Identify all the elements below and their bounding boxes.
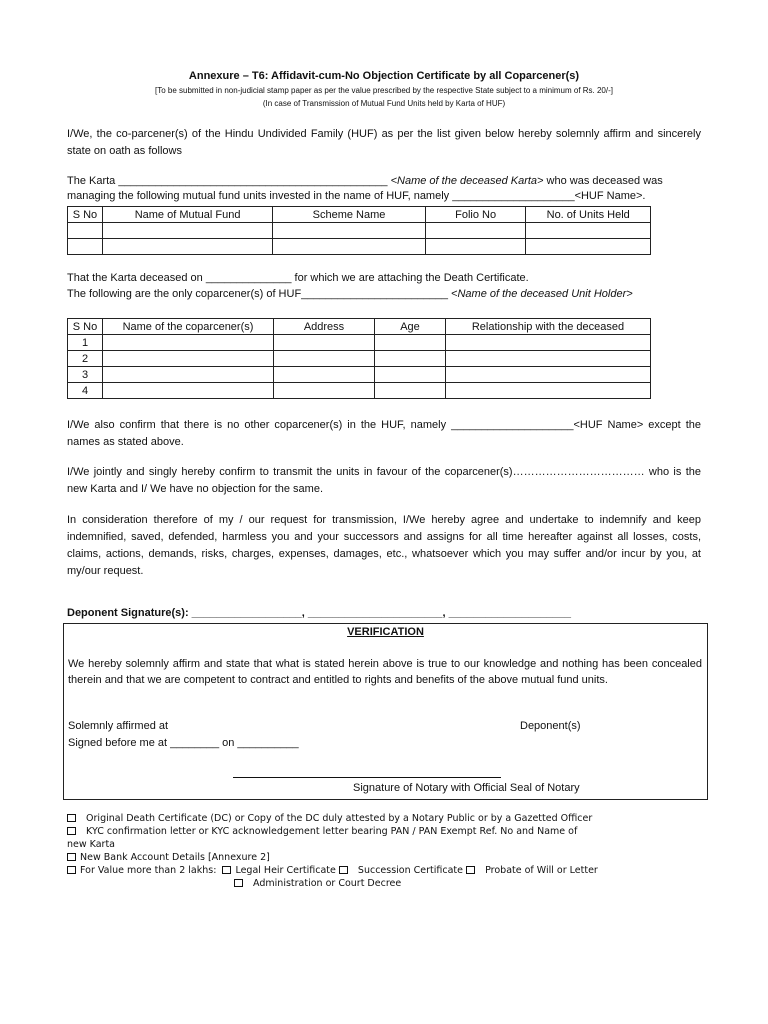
column-header: No. of Units Held bbox=[526, 207, 651, 223]
checkbox-icon[interactable] bbox=[466, 866, 475, 874]
column-header: S No bbox=[68, 319, 103, 335]
verification-title: VERIFICATION bbox=[347, 626, 424, 638]
solemnly-affirmed-label: Solemnly affirmed at bbox=[68, 720, 169, 732]
checkbox-icon[interactable] bbox=[339, 866, 348, 874]
table-cell[interactable] bbox=[273, 239, 425, 255]
table-cell[interactable] bbox=[425, 239, 526, 255]
checkbox-icon[interactable] bbox=[67, 853, 76, 861]
column-header: Address bbox=[274, 319, 375, 335]
checklist-item-value-over-2-lakhs bbox=[67, 865, 598, 876]
table-cell[interactable] bbox=[102, 239, 272, 255]
table-cell[interactable] bbox=[446, 351, 651, 367]
row-number: 2 bbox=[68, 351, 103, 367]
checklist-label: For Value more than 2 lakhs: bbox=[80, 865, 217, 876]
table-cell[interactable] bbox=[526, 223, 651, 239]
unit-holder-placeholder: <Name of the deceased Unit Holder> bbox=[451, 288, 633, 300]
coparcener-table bbox=[67, 318, 651, 399]
table-cell[interactable] bbox=[103, 335, 274, 351]
karta-line-2: managing the following mutual fund units invested in the name of HUF, namely ____________________<HUF Name>. bbox=[67, 190, 646, 202]
table-header-row bbox=[68, 207, 651, 223]
table-cell[interactable] bbox=[274, 383, 375, 399]
table-cell[interactable] bbox=[103, 367, 274, 383]
death-date-line: That the Karta deceased on ______________ for which we are attaching the Death Certificate. bbox=[67, 272, 529, 284]
column-header: S No bbox=[68, 207, 103, 223]
column-header: Name of Mutual Fund bbox=[102, 207, 272, 223]
karta-text: The Karta ____________________________________________ bbox=[67, 175, 391, 187]
table-row bbox=[68, 335, 651, 351]
stamp-paper-note: [To be submitted in non-judicial stamp paper as per the value prescribed by the respective State subject to a minimum of Rs. 20/-] bbox=[154, 86, 613, 95]
table-cell[interactable] bbox=[375, 367, 446, 383]
table-cell[interactable] bbox=[103, 383, 274, 399]
table-cell[interactable] bbox=[274, 367, 375, 383]
checklist-item-administration bbox=[234, 878, 401, 889]
karta-line-1 bbox=[67, 175, 701, 187]
table-row bbox=[68, 367, 651, 383]
column-header: Scheme Name bbox=[273, 207, 425, 223]
verification-text: We hereby solemnly affirm and state that what is stated herein above is true to our knowledge and nothing has been concealed therein and that we are competent to contract and entitled to rights and benefits of the above mutual fund units. bbox=[68, 658, 702, 686]
table-cell[interactable] bbox=[274, 351, 375, 367]
checkbox-icon[interactable] bbox=[67, 866, 76, 874]
notary-signature-rule bbox=[233, 777, 501, 778]
column-header: Name of the coparcener(s) bbox=[103, 319, 274, 335]
checkbox-icon[interactable] bbox=[67, 827, 76, 835]
administration-option: Administration or Court Decree bbox=[253, 878, 402, 889]
table-cell[interactable] bbox=[375, 351, 446, 367]
no-other-coparcener-paragraph: I/We also confirm that there is no other coparcener(s) in the HUF, namely ____________________<HUF Name> except the names as stated above. bbox=[67, 419, 701, 448]
coparcener-list-line bbox=[67, 288, 633, 300]
coparcener-list-text: The following are the only coparcener(s) of HUF________________________ bbox=[67, 288, 452, 300]
verification-box bbox=[63, 623, 708, 800]
deponent-label: Deponent(s) bbox=[520, 720, 581, 732]
checkbox-icon[interactable] bbox=[222, 866, 231, 874]
succession-option: Succession Certificate bbox=[357, 865, 464, 876]
table-cell[interactable] bbox=[446, 383, 651, 399]
checkbox-icon[interactable] bbox=[234, 879, 243, 887]
column-header: Age bbox=[375, 319, 446, 335]
column-header: Relationship with the deceased bbox=[446, 319, 651, 335]
column-header: Folio No bbox=[425, 207, 526, 223]
mutual-fund-table bbox=[67, 206, 651, 255]
table-cell[interactable] bbox=[446, 367, 651, 383]
table-cell[interactable] bbox=[375, 383, 446, 399]
checklist-label: New Bank Account Details [Annexure 2] bbox=[80, 852, 270, 863]
probate-option: Probate of Will or Letter bbox=[485, 865, 598, 876]
table-row bbox=[68, 223, 651, 239]
indemnity-paragraph: In consideration therefore of my / our request for transmission, I/We hereby agree and undertake to indemnify and keep indemnified, saved, defended, harmless you and your successors and assigns for all time hereafter against all losses, costs, claims, actions, demands, risks, charges, expenses, damages, etc., whatsoever which you may suffer and/or incur by you, at my/our request. bbox=[67, 514, 701, 577]
transmit-units-paragraph: I/We jointly and singly hereby confirm to transmit the units in favour of the coparcener(s)……………………………… who is the new Karta and I/ We have no objection for the same. bbox=[67, 466, 701, 495]
row-number: 1 bbox=[68, 335, 103, 351]
table-cell[interactable] bbox=[103, 351, 274, 367]
table-cell[interactable] bbox=[68, 239, 103, 255]
table-cell[interactable] bbox=[425, 223, 526, 239]
notary-signature-label: Signature of Notary with Official Seal of Notary bbox=[353, 782, 580, 794]
transmission-note: (In case of Transmission of Mutual Fund Units held by Karta of HUF) bbox=[262, 99, 506, 108]
intro-paragraph: I/We, the co-parcener(s) of the Hindu Undivided Family (HUF) as per the list given below hereby solemnly affirm and sincerely state on oath as follows bbox=[67, 128, 701, 157]
row-number: 4 bbox=[68, 383, 103, 399]
table-cell[interactable] bbox=[526, 239, 651, 255]
checklist-item-kyc-continued: new Karta bbox=[67, 839, 115, 850]
karta-name-placeholder: <Name of the deceased Karta> bbox=[390, 175, 544, 187]
deponent-signature-line: Deponent Signature(s): __________________, ______________________, ____________________ bbox=[67, 607, 571, 619]
table-header-row bbox=[68, 319, 651, 335]
checklist-item-kyc bbox=[67, 826, 577, 837]
karta-text-end: who was deceased was bbox=[543, 175, 663, 187]
table-cell[interactable] bbox=[102, 223, 272, 239]
table-row bbox=[68, 351, 651, 367]
table-cell[interactable] bbox=[375, 335, 446, 351]
table-cell[interactable] bbox=[273, 223, 425, 239]
signed-before-line: Signed before me at ________ on __________ bbox=[68, 737, 299, 749]
legal-heir-option: Legal Heir Certificate bbox=[235, 865, 336, 876]
checklist-label: Original Death Certificate (DC) or Copy of the DC duly attested by a Notary Public or by a Gazetted Officer bbox=[86, 813, 593, 824]
table-cell[interactable] bbox=[446, 335, 651, 351]
row-number: 3 bbox=[68, 367, 103, 383]
document-title: Annexure – T6: Affidavit-cum-No Objection Certificate by all Coparcener(s) bbox=[188, 70, 580, 82]
table-row bbox=[68, 239, 651, 255]
checkbox-icon[interactable] bbox=[67, 814, 76, 822]
checklist-label: KYC confirmation letter or KYC acknowledgement letter bearing PAN / PAN Exempt Ref. No and Name of bbox=[86, 826, 578, 837]
table-cell[interactable] bbox=[274, 335, 375, 351]
checklist-item-bank-details bbox=[67, 852, 270, 863]
table-cell[interactable] bbox=[68, 223, 103, 239]
table-row bbox=[68, 383, 651, 399]
checklist-item-death-certificate bbox=[67, 813, 592, 824]
